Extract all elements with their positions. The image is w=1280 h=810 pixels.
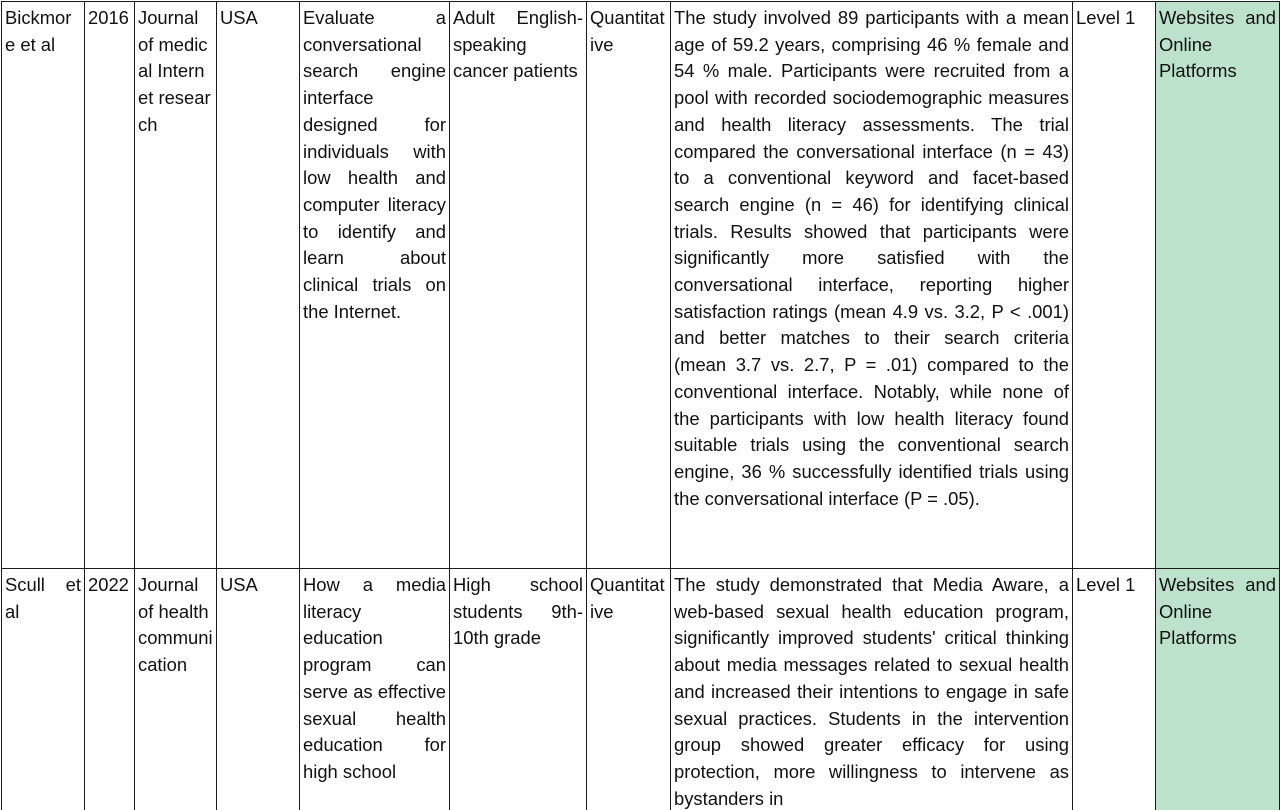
findings-cell: The study demonstrated that Media Aware, a web-based sexual health education program, significantly improved students' critical thinking about media messages related to sexual health and increased their intentions to engage in safe sexual practices. Students in the intervention group showed greater efficacy for using protection, more willingness to intervene as bystanders in xyxy=(671,569,1073,810)
population-cell: Adult English-speaking cancer patients xyxy=(450,2,587,569)
design-cell: Quantitative xyxy=(587,569,671,810)
journal-cell: Journal of medical Internet research xyxy=(135,2,217,569)
author-cell: Scull et al xyxy=(2,569,85,810)
category-cell: Websites and Online Platforms xyxy=(1156,2,1280,569)
country-cell: USA xyxy=(217,569,300,810)
aim-cell: How a media literacy education program can serve as effective sexual health education for high school xyxy=(300,569,450,810)
category-cell: Websites and Online Platforms xyxy=(1156,569,1280,810)
literature-review-table xyxy=(1,1,1280,810)
design-cell: Quantitative xyxy=(587,2,671,569)
evidence-level-cell: Level 1 xyxy=(1073,2,1156,569)
aim-cell: Evaluate a conversational search engine interface designed for individuals with low health and computer literacy to identify and learn about clinical trials on the Internet. xyxy=(300,2,450,569)
country-cell: USA xyxy=(217,2,300,569)
journal-cell: Journal of health communication xyxy=(135,569,217,810)
evidence-level-cell: Level 1 xyxy=(1073,569,1156,810)
year-cell: 2016 xyxy=(85,2,135,569)
findings-cell: The study involved 89 participants with a mean age of 59.2 years, comprising 46 % female and 54 % male. Participants were recruited from a pool with recorded sociodemographic measures and health literacy assessments. The trial compared the conversational interface (n = 43) to a conventional keyword and facet-based search engine (n = 46) for identifying clinical trials. Results showed that participants were significantly more satisfied with the conversational interface, reporting higher satisfaction ratings (mean 4.9 vs. 3.2, P < .001) and better matches to their search criteria (mean 3.7 vs. 2.7, P = .01) compared to the conventional interface. Notably, while none of the participants with low health literacy found suitable trials using the conventional search engine, 36 % successfully identified trials using the conversational interface (P = .05). xyxy=(671,2,1073,569)
table-row xyxy=(2,2,1280,569)
year-cell: 2022 xyxy=(85,569,135,810)
author-cell: Bickmore et al xyxy=(2,2,85,569)
population-cell: High school students 9th-10th grade xyxy=(450,569,587,810)
table-row xyxy=(2,569,1280,810)
